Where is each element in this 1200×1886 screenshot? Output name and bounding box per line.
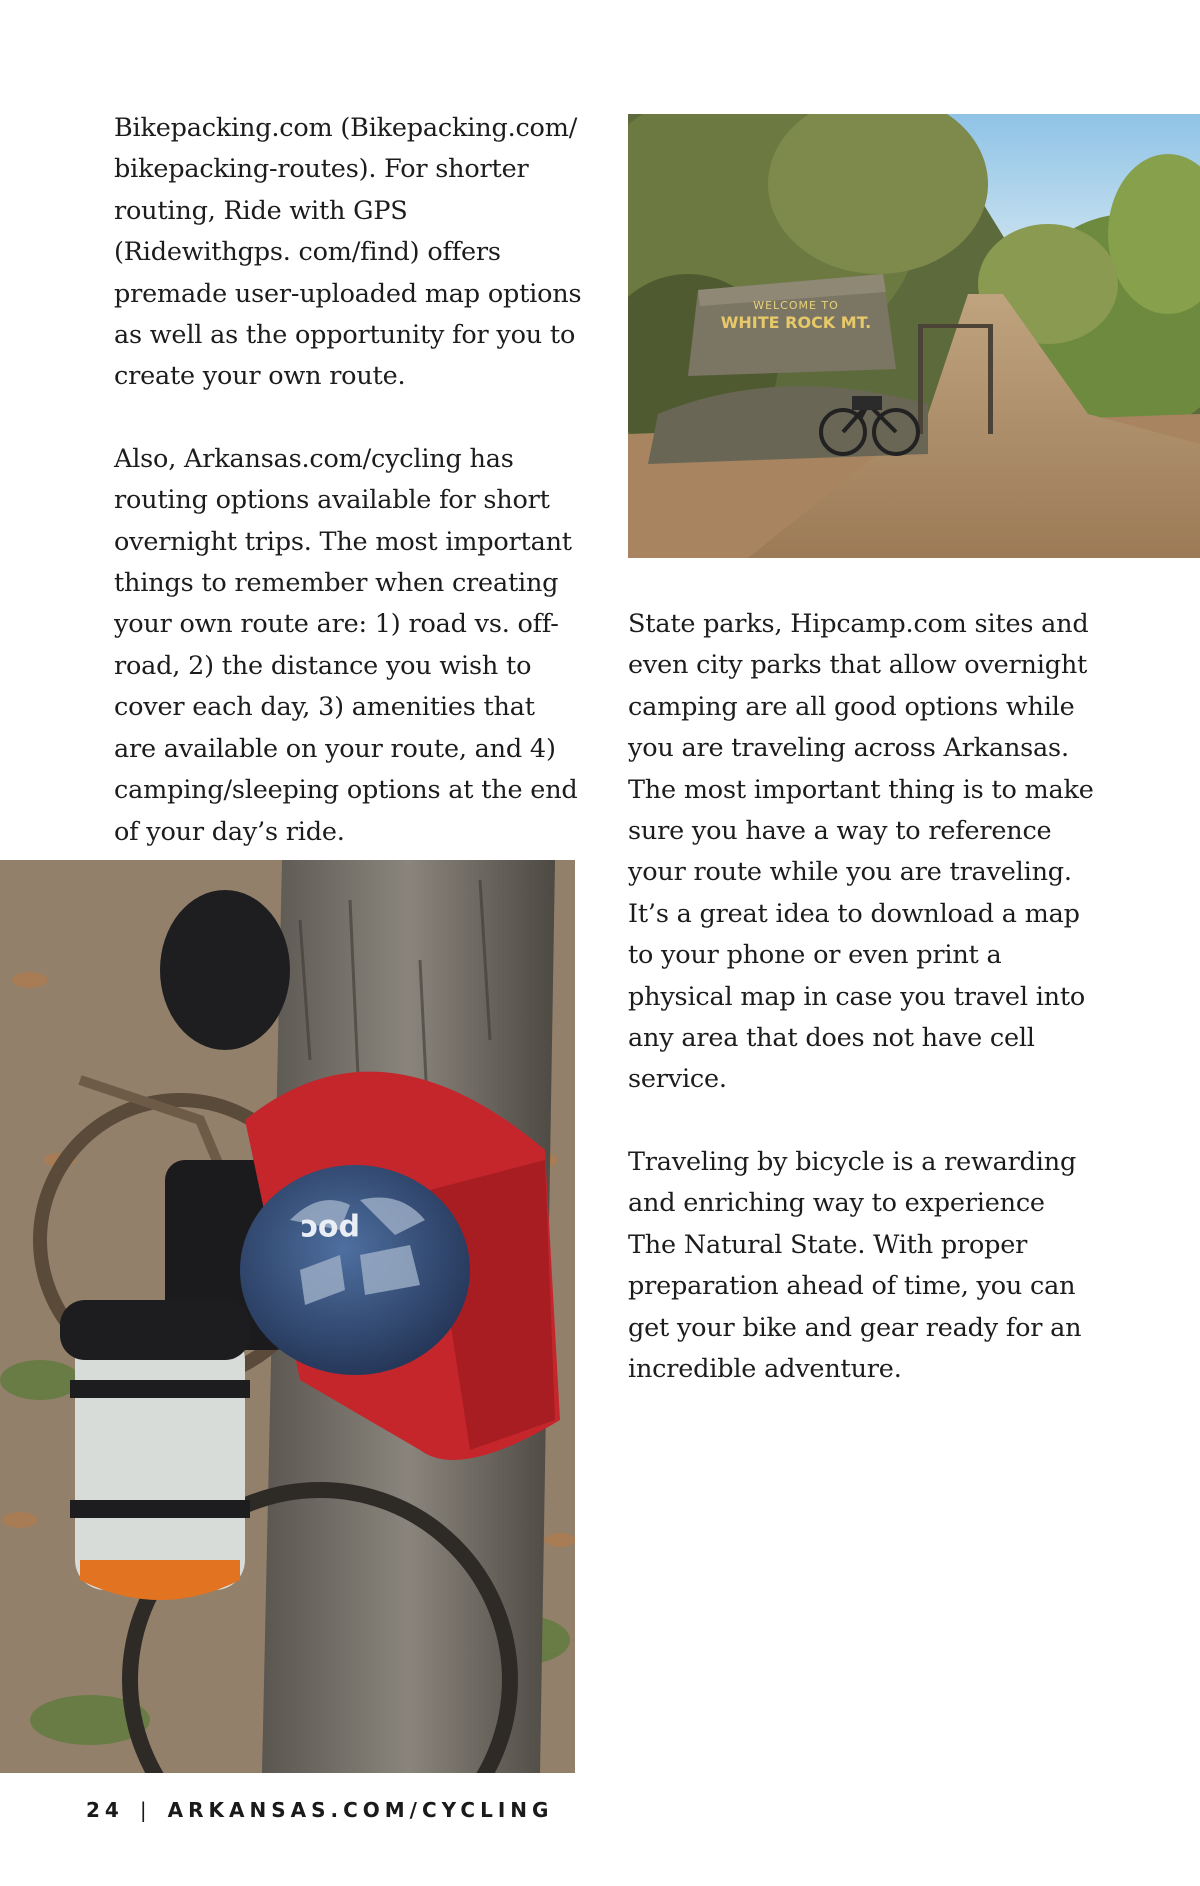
- paragraph: Bikepacking.com (Bikepacking.com/ bikepacking-routes). For shorter routing, Ride with GPS (Ridewithgps. com/find) offers premade user-uploaded map options as well as the opportunity for you to create your own route.: [114, 113, 582, 392]
- paragraph: State parks, Hipcamp.com sites and even city parks that allow overnight camping are all good options while you are traveling across Arkansas. The most important thing is to make sure you have a way to reference your route while you are traveling. It’s a great idea to download a map to your phone or even print a physical map in case you travel into any area that does not have cell service.: [628, 609, 1094, 1095]
- paragraph: Traveling by bicycle is a rewarding and enriching way to experience The Natural State. With proper preparation ahead of time, you can get your bike and gear ready for an incredible adventure.: [628, 1146, 1082, 1384]
- white-rock-mountain-photo: [628, 114, 1200, 558]
- page-footer: [86, 1798, 553, 1822]
- sign-line-2: WHITE ROCK MT.: [720, 313, 872, 332]
- paragraph: Also, Arkansas.com/cycling has routing options available for short overnight trips. The most important things to remember when creating your own route are: 1) road vs. off-road, 2) the distance you wish to cover each day, 3) amenities that are available on your route, and 4) camping/sleeping options at the end of your day’s ride.: [114, 443, 578, 847]
- bikepacking-gear-photo: [0, 860, 575, 1773]
- footer-site: ARKANSAS.COM/CYCLING: [167, 1798, 554, 1822]
- left-text-column: [114, 108, 584, 853]
- helmet-brand-logo: poc: [300, 1212, 360, 1247]
- footer-separator: |: [139, 1798, 152, 1822]
- sign-line-1: WELCOME TO: [753, 299, 839, 312]
- page-number: 24: [86, 1798, 124, 1822]
- right-text-column: [628, 604, 1098, 1390]
